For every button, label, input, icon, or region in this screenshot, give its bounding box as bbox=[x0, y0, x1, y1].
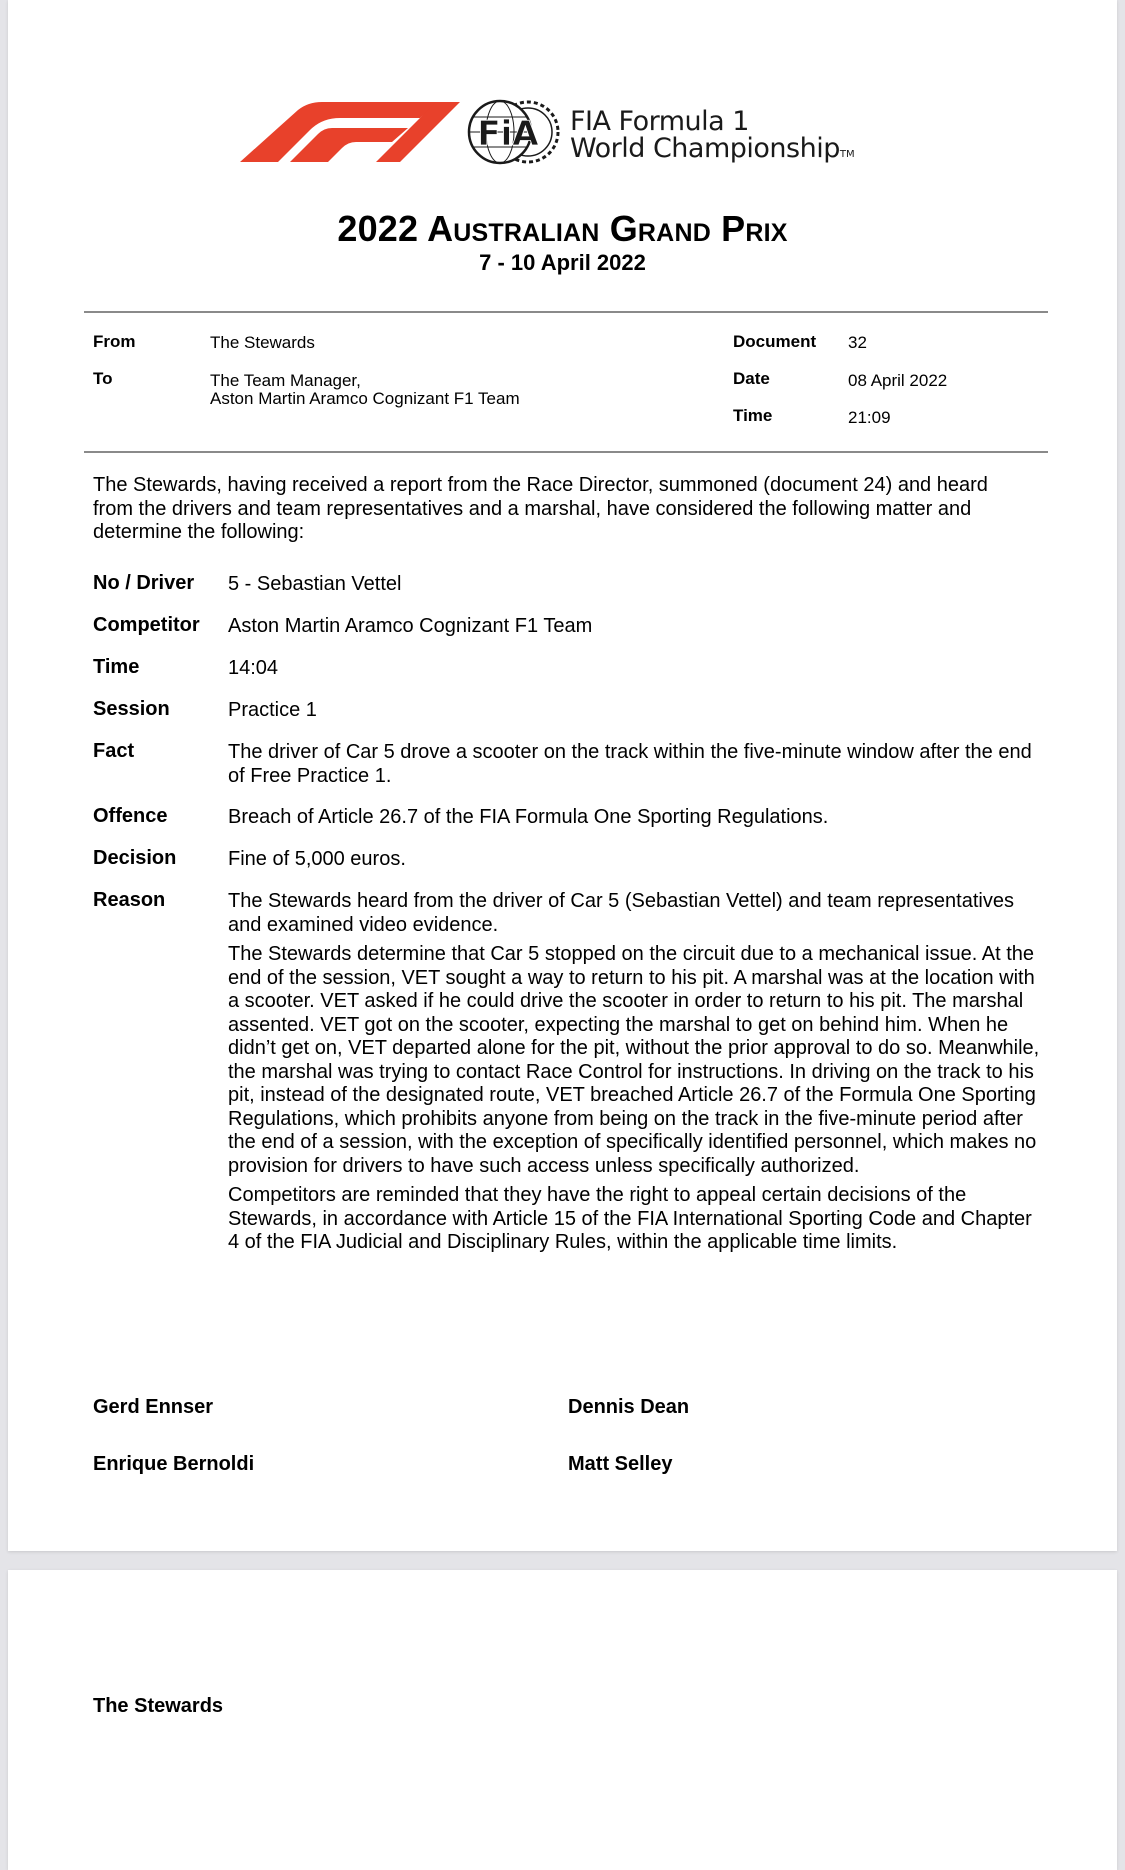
divider-bottom bbox=[84, 451, 1048, 453]
field-label-fact: Fact bbox=[93, 740, 135, 762]
document-label: Document bbox=[733, 332, 817, 351]
date-value: 08 April 2022 bbox=[848, 371, 948, 390]
event-dates: 7 - 10 April 2022 bbox=[479, 250, 646, 275]
trademark: TM bbox=[839, 149, 855, 160]
reason-paragraph-2: The Stewards determine that Car 5 stopped on the circuit due to a mechanical issue. At the end of the session, VET sought a way to return to his pit. A marshal was at the location with a scooter. VET asked if he could drive the scooter in order to return to his pit. The marshal assented. VET got on the scooter, expecting the marshal to get on behind him. When he didn’t get on, VET departed alone for the pit, without the prior approval to do so. Meanwhile, the marshal was trying to contact Race Control for instructions. In driving on the track to his pit, instead of the designated route, VET breached Article 26.7 of the Formula One Sporting Regulations, which prohibits anyone from being on the track in the five-minute period after the end of a session, with the exception of specifically identified personnel, which makes no provision for drivers to have such access unless specifically authorized. bbox=[228, 943, 1040, 1177]
from-value: The Stewards bbox=[210, 333, 315, 352]
signatory-1: Gerd Ennser bbox=[93, 1396, 214, 1418]
intro-paragraph: The Stewards, having received a report from the Race Director, summoned (document 24) and heard from the drivers and team representatives and a marshal, have considered the following matter and determine the following: bbox=[93, 474, 988, 543]
field-label-offence: Offence bbox=[93, 805, 168, 827]
fia-emblem-icon bbox=[466, 97, 562, 167]
svg-text:FiA: FiA bbox=[477, 114, 539, 154]
brand-secondary-text: World Championship bbox=[570, 133, 840, 164]
to-value-line1: The Team Manager, bbox=[210, 371, 361, 390]
from-label: From bbox=[93, 332, 136, 351]
field-value-time: 14:04 bbox=[228, 657, 279, 679]
signatory-2: Dennis Dean bbox=[568, 1396, 690, 1418]
f1-logo-icon bbox=[240, 102, 470, 162]
to-value-line2: Aston Martin Aramco Cognizant F1 Team bbox=[210, 389, 520, 408]
field-value-session: Practice 1 bbox=[228, 699, 317, 721]
time-value: 21:09 bbox=[848, 408, 891, 427]
stewards-signature-block: The Stewards bbox=[93, 1695, 224, 1717]
document-page-2 bbox=[8, 1570, 1117, 1870]
field-value-driver: 5 - Sebastian Vettel bbox=[228, 573, 402, 595]
document-page-1 bbox=[8, 0, 1117, 1551]
brand-primary: FIA Formula 1 bbox=[570, 106, 749, 137]
to-label: To bbox=[93, 369, 113, 388]
time-label: Time bbox=[733, 406, 773, 425]
field-value-decision: Fine of 5,000 euros. bbox=[228, 848, 406, 870]
signatory-4: Matt Selley bbox=[568, 1453, 673, 1475]
field-value-reason bbox=[228, 890, 1040, 1261]
page-title: 2022 Australian Grand Prix bbox=[337, 208, 788, 249]
reason-paragraph-1: The Stewards heard from the driver of Car 5 (Sebastian Vettel) and team representatives and examined video evidence. bbox=[228, 890, 1014, 936]
document-number: 32 bbox=[848, 333, 867, 352]
field-label-competitor: Competitor bbox=[93, 614, 200, 636]
field-label-reason: Reason bbox=[93, 889, 166, 911]
field-value-competitor: Aston Martin Aramco Cognizant F1 Team bbox=[228, 615, 593, 637]
brand-secondary bbox=[570, 135, 855, 169]
signatory-3: Enrique Bernoldi bbox=[93, 1453, 255, 1475]
appeal-notice: Competitors are reminded that they have the right to appeal certain decisions of the Stewards, in accordance with Article 15 of the FIA International Sporting Code and Chapter 4 of the FIA Judicial and Disciplinary Rules, within the applicable time limits. bbox=[228, 1184, 1032, 1253]
field-value-offence: Breach of Article 26.7 of the FIA Formula One Sporting Regulations. bbox=[228, 806, 829, 828]
field-label-time: Time bbox=[93, 656, 140, 678]
divider-top bbox=[84, 311, 1048, 313]
date-label: Date bbox=[733, 369, 770, 388]
field-label-decision: Decision bbox=[93, 847, 177, 869]
field-value-fact: The driver of Car 5 drove a scooter on the track within the five-minute window after the end of Free Practice 1. bbox=[228, 741, 1032, 787]
field-label-session: Session bbox=[93, 698, 170, 720]
field-label-driver: No / Driver bbox=[93, 572, 195, 594]
